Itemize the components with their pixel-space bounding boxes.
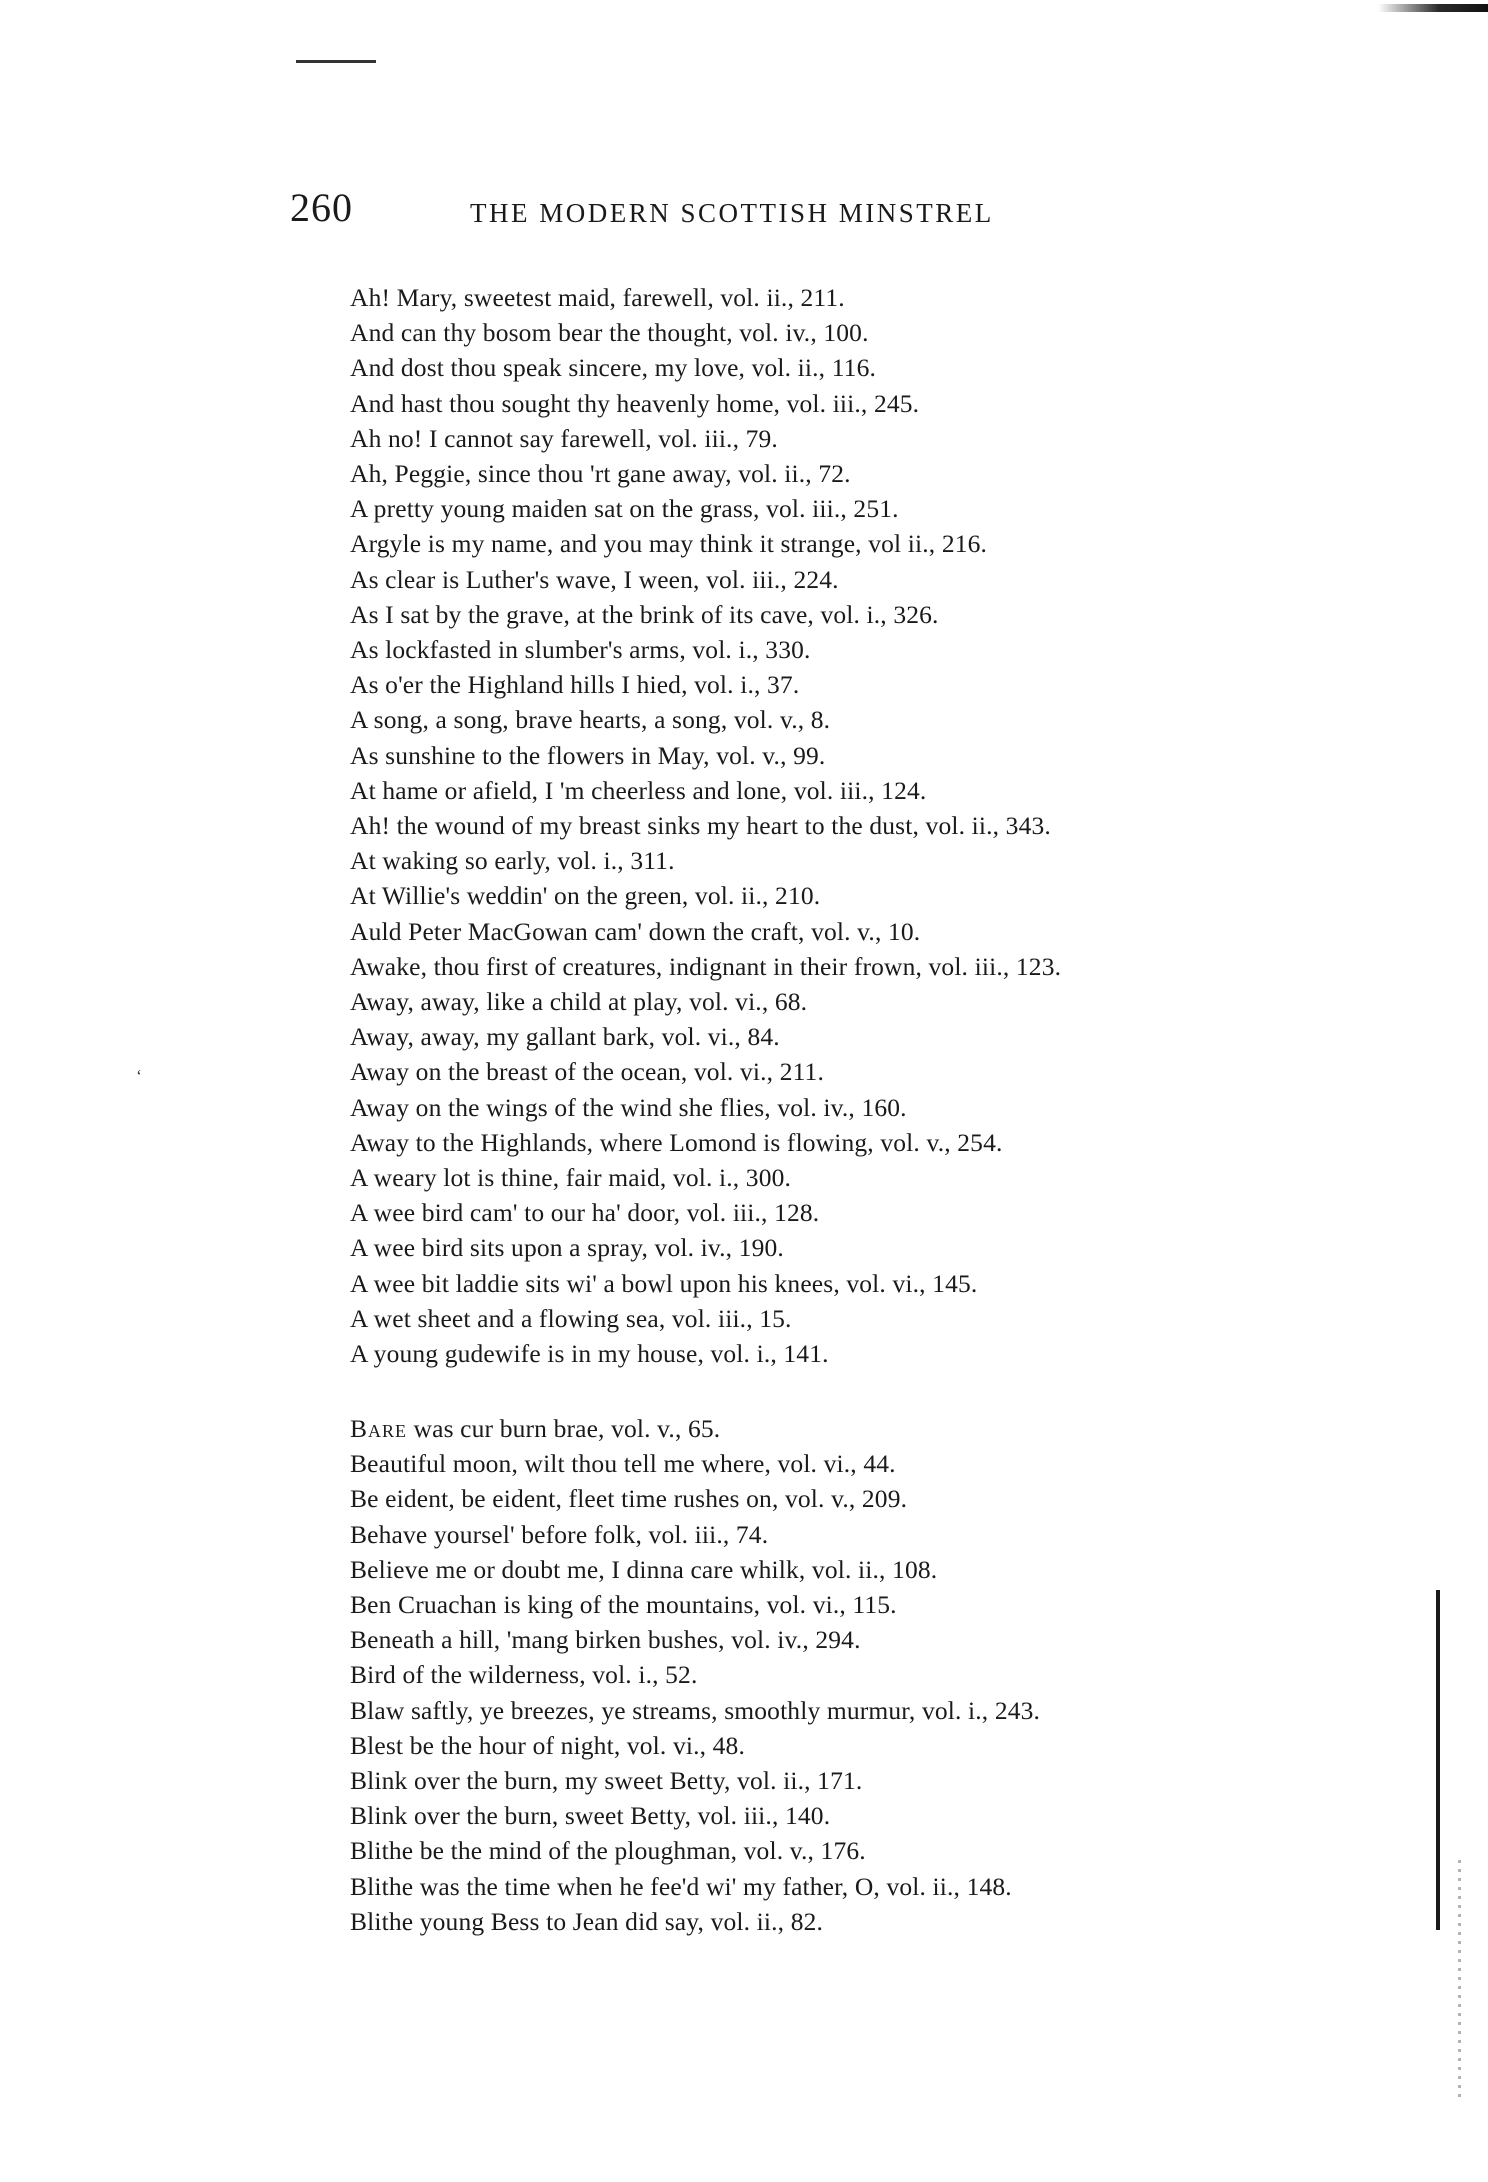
index-entry <box>350 1411 1430 1446</box>
index-entry: Away to the Highlands, where Lomond is flowing, vol. v., 254. <box>350 1127 1003 1157</box>
scan-speck: ‘ <box>136 1066 142 1086</box>
scan-margin-specks <box>1458 1860 1461 2100</box>
index-entry: As clear is Luther's wave, I ween, vol. iii., 224. <box>350 564 839 594</box>
index-entry: A wee bit laddie sits wi' a bowl upon his knees, vol. vi., 145. <box>350 1268 978 1298</box>
index-entry: Away, away, my gallant bark, vol. vi., 84. <box>350 1022 780 1052</box>
index-entry: Ben Cruachan is king of the mountains, vol. vi., 115. <box>350 1590 897 1620</box>
index-entry: Beneath a hill, 'mang birken bushes, vol. iv., 294. <box>350 1625 861 1655</box>
index-entry: Away on the breast of the ocean, vol. vi., 211. <box>350 1057 824 1087</box>
index-entry: And hast thou sought thy heavenly home, vol. iii., 245. <box>350 388 920 418</box>
index-entry: Believe me or doubt me, I dinna care whilk, vol. ii., 108. <box>350 1554 938 1584</box>
index-entry: And dost thou speak sincere, my love, vol. ii., 116. <box>350 353 876 383</box>
index-entry: Be eident, be eident, fleet time rushes on, vol. v., 209. <box>350 1484 908 1514</box>
index-entry: And can thy bosom bear the thought, vol. iv., 100. <box>350 318 869 348</box>
index-section-b <box>350 1411 1430 1939</box>
scan-mark <box>296 60 376 63</box>
index-entry: Blink over the burn, sweet Betty, vol. iii., 140. <box>350 1801 831 1831</box>
scan-margin-rule <box>1436 1590 1440 1930</box>
index-entry: A young gudewife is in my house, vol. i., 141. <box>350 1339 829 1369</box>
index-entry: Awake, thou first of creatures, indignant in their frown, vol. iii., 123. <box>350 951 1062 981</box>
page-header <box>290 184 1190 244</box>
index-entry: At hame or afield, I 'm cheerless and lone, vol. iii., 124. <box>350 775 927 805</box>
index-entry: A wee bird sits upon a spray, vol. iv., 190. <box>350 1233 784 1263</box>
index-entry: At Willie's weddin' on the green, vol. ii., 210. <box>350 881 821 911</box>
index-entry: A pretty young maiden sat on the grass, vol. iii., 251. <box>350 494 899 524</box>
index-entry: As lockfasted in slumber's arms, vol. i., 330. <box>350 635 811 665</box>
index-entry: Ah no! I cannot say farewell, vol. iii., 79. <box>350 423 778 453</box>
index-entry: A song, a song, brave hearts, a song, vol. v., 8. <box>350 705 831 735</box>
running-title: THE MODERN SCOTTISH MINSTREL <box>470 198 994 228</box>
index-entry: Blest be the hour of night, vol. vi., 48. <box>350 1730 745 1760</box>
index-entry: As sunshine to the flowers in May, vol. v., 99. <box>350 740 826 770</box>
index-entry: Ah, Peggie, since thou 'rt gane away, vol. ii., 72. <box>350 459 851 489</box>
section-lead-word: Bare <box>350 1414 408 1443</box>
index-entry: Ah! Mary, sweetest maid, farewell, vol. ii., 211. <box>350 283 845 312</box>
index-entry: As o'er the Highland hills I hied, vol. i., 37. <box>350 670 800 700</box>
index-entry: Bird of the wilderness, vol. i., 52. <box>350 1660 698 1690</box>
scan-mark <box>1378 4 1488 12</box>
page-number: 260 <box>290 185 353 230</box>
index-section-a <box>350 280 1430 1371</box>
index-entry: Away, away, like a child at play, vol. vi., 68. <box>350 987 808 1017</box>
index-entry: Beautiful moon, wilt thou tell me where, vol. vi., 44. <box>350 1449 896 1479</box>
index-entry: At waking so early, vol. i., 311. <box>350 846 675 876</box>
index-entry: Ah! the wound of my breast sinks my heart to the dust, vol. ii., 343. <box>350 811 1051 841</box>
index-entry: As I sat by the grave, at the brink of its cave, vol. i., 326. <box>350 599 939 629</box>
index-entry: Argyle is my name, and you may think it strange, vol ii., 216. <box>350 529 988 559</box>
index-entry: Blithe was the time when he fee'd wi' my father, O, vol. ii., 148. <box>350 1871 1012 1901</box>
index-entry: Away on the wings of the wind she flies, vol. iv., 160. <box>350 1092 907 1122</box>
index-entry: Behave yoursel' before folk, vol. iii., 74. <box>350 1519 769 1549</box>
index-entry: Blink over the burn, my sweet Betty, vol. ii., 171. <box>350 1766 863 1796</box>
index-entry: Blaw saftly, ye breezes, ye streams, smoothly murmur, vol. i., 243. <box>350 1695 1041 1725</box>
index-entry: Blithe young Bess to Jean did say, vol. ii., 82. <box>350 1906 824 1936</box>
index-entry-text: was cur burn brae, vol. v., 65. <box>407 1414 721 1443</box>
index-entry: Blithe be the mind of the ploughman, vol. v., 176. <box>350 1836 866 1866</box>
index-entry: A weary lot is thine, fair maid, vol. i., 300. <box>350 1163 792 1193</box>
index-entry: A wet sheet and a flowing sea, vol. iii., 15. <box>350 1303 792 1333</box>
index-entry: A wee bird cam' to our ha' door, vol. iii., 128. <box>350 1198 820 1228</box>
index-entry: Auld Peter MacGowan cam' down the craft, vol. v., 10. <box>350 916 921 946</box>
